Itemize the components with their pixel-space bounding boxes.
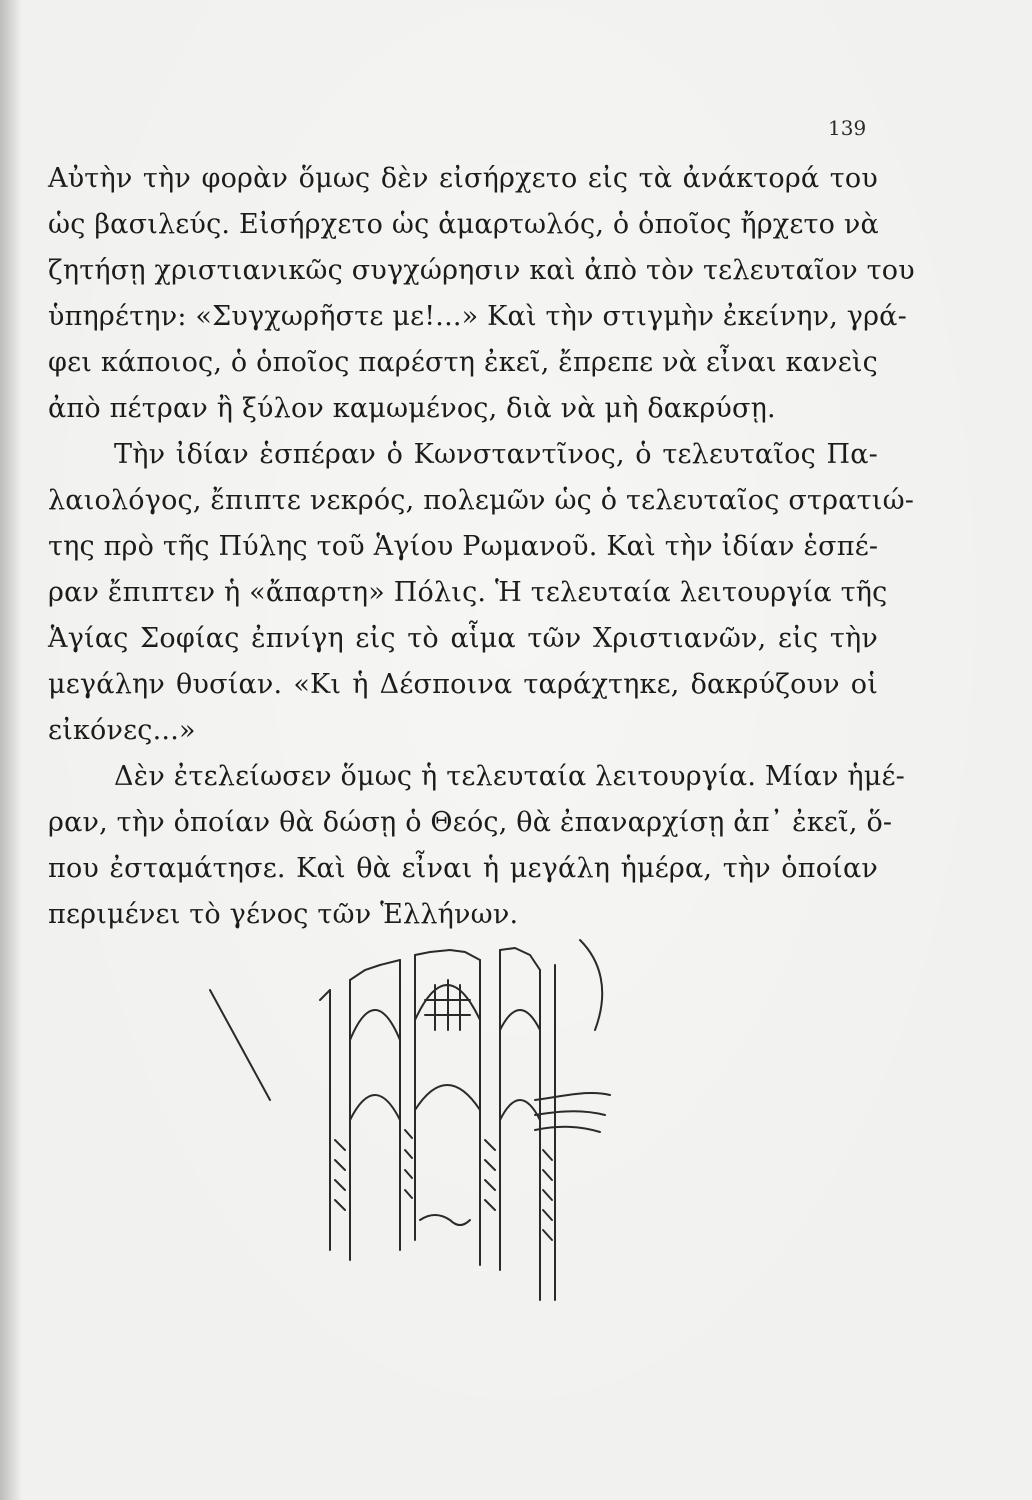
- text-line: ὡς βασιλεύς. Εἰσήρχετο ὡς ἁμαρτωλός, ὁ ὁποῖος ἤρχετο νὰ: [48, 209, 879, 240]
- church-interior-sketch-icon: [190, 920, 690, 1340]
- text-line: Τὴν ἰδίαν ἑσπέραν ὁ Κωνσταντῖνος, ὁ τελευταῖος Πα-: [114, 439, 878, 470]
- text-line: Αὐτὴν τὴν φορὰν ὅμως δὲν εἰσήρχετο εἰς τὰ ἀνάκτορά του: [48, 163, 878, 194]
- text-line: ἀπὸ πέτραν ἢ ξύλον καμωμένος, διὰ νὰ μὴ δακρύσῃ.: [48, 393, 776, 424]
- text-line: ραν, τὴν ὁποίαν θὰ δώσῃ ὁ Θεός, θὰ ἐπαναρχίσῃ ἀπ᾿ ἐκεῖ, ὅ-: [48, 807, 893, 838]
- page-number: 139: [828, 116, 867, 140]
- text-line: περιμένει τὸ γένος τῶν Ἑλλήνων.: [48, 899, 519, 930]
- text-line: ὑπηρέτην: «Συγχωρῆστε με!...» Καὶ τὴν στιγμὴν ἐκείνην, γρά-: [48, 301, 907, 332]
- text-line: ζητήσῃ χριστιανικῶς συγχώρησιν καὶ ἀπὸ τὸν τελευταῖον του: [48, 255, 915, 286]
- text-line: Ἁγίας Σοφίας ἐπνίγη εἰς τὸ αἷμα τῶν Χριστιανῶν, εἰς τὴν: [48, 623, 878, 654]
- text-line: Δὲν ἐτελείωσεν ὅμως ἡ τελευταία λειτουργία. Μίαν ἡμέ-: [114, 761, 905, 792]
- text-line: φει κάποιος, ὁ ὁποῖος παρέστη ἐκεῖ, ἔπρεπε νὰ εἶναι κανεὶς: [48, 347, 878, 378]
- text-line: μεγάλην θυσίαν. «Κι ἡ Δέσποινα ταράχτηκε, δακρύζουν οἱ: [48, 669, 878, 700]
- text-line: της πρὸ τῆς Πύλης τοῦ Ἁγίου Ρωμανοῦ. Καὶ τὴν ἰδίαν ἑσπέ-: [48, 531, 879, 562]
- text-line: εἰκόνες...»: [48, 715, 196, 746]
- binding-shadow: [0, 0, 22, 1500]
- text-line: που ἐσταμάτησε. Καὶ θὰ εἶναι ἡ μεγάλη ἡμέρα, τὴν ὁποίαν: [48, 853, 878, 884]
- text-line: λαιολόγος, ἔπιπτε νεκρός, πολεμῶν ὡς ὁ τελευταῖος στρατιώ-: [48, 485, 915, 516]
- body-text: [48, 156, 915, 938]
- text-line: ραν ἔπιπτεν ἡ «ἄπαρτη» Πόλις. Ἡ τελευταία λειτουργία τῆς: [48, 577, 888, 608]
